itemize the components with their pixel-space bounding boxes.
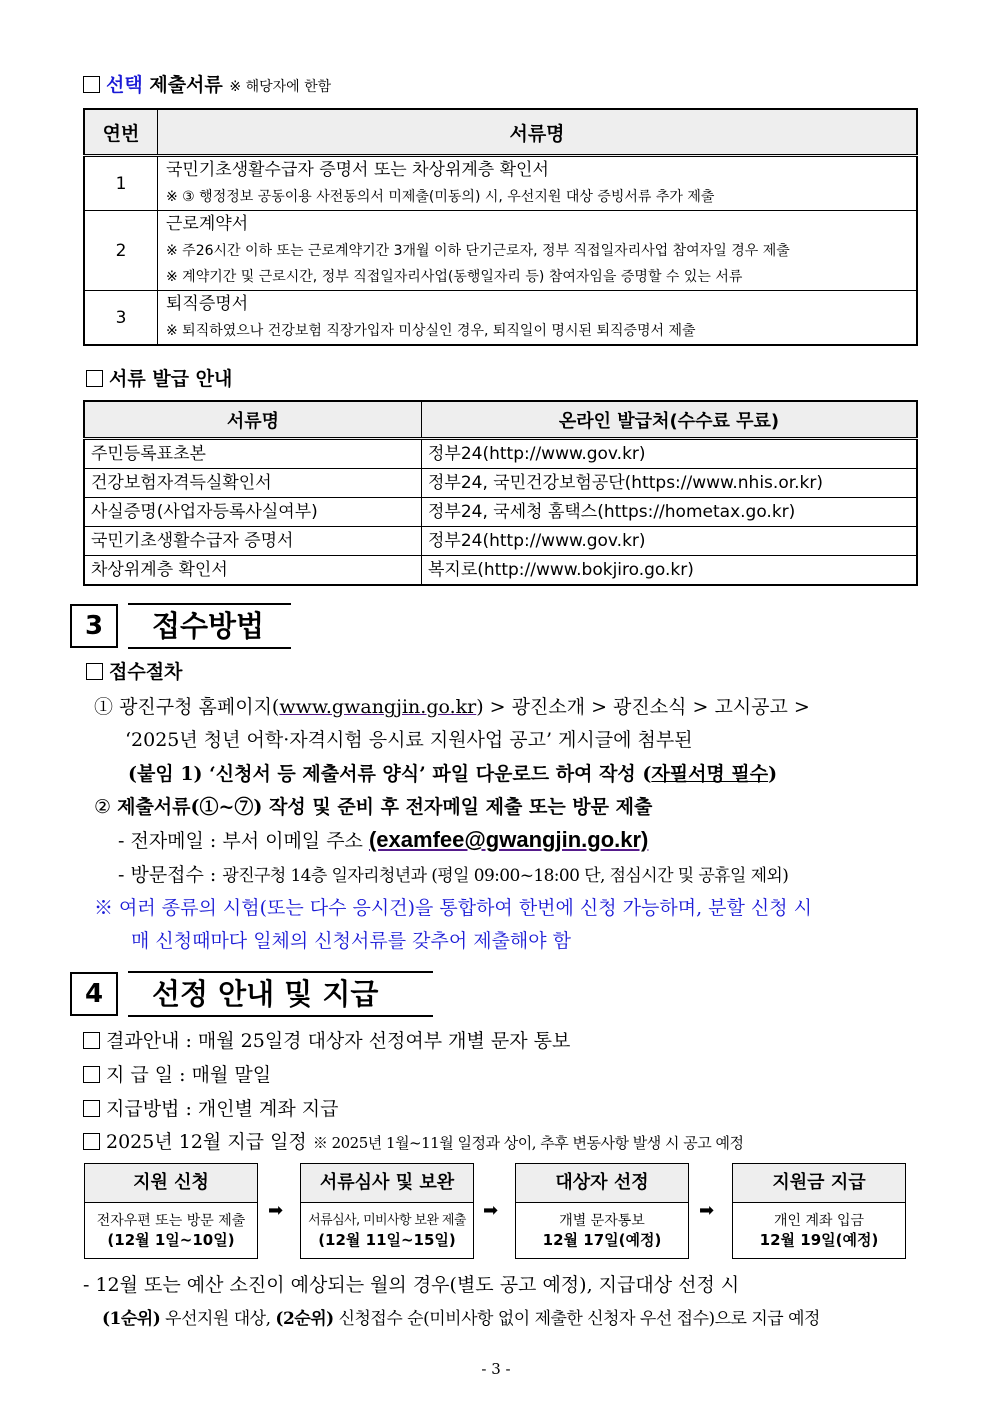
table-row: 1 국민기초생활수급자 증명서 또는 차상위계층 확인서 ※ ③ 행정정보 공동이용 사전동의서 미제출(미동의) 시, 우선지원 대상 증빙서류 추가 제출 bbox=[84, 156, 917, 211]
section-number: 3 bbox=[70, 604, 118, 648]
notice-line-2: 매 신청때마다 일체의 신청서류를 갖추어 제출해야 함 bbox=[131, 930, 572, 952]
checkbox-square-icon bbox=[86, 370, 103, 387]
table-row: 사실증명(사업자등록사실여부) 정부24, 국세청 홈택스(https://hometax.go.kr) bbox=[84, 498, 917, 527]
issuance-table bbox=[83, 400, 918, 586]
table-row: 차상위계층 확인서 복지로(http://www.bokjiro.go.kr) bbox=[84, 556, 917, 586]
email-link[interactable]: (examfee@gwangjin.go.kr) bbox=[368, 827, 649, 852]
step-1-line-2: ‘2025년 청년 어학·자격시험 응시료 지원사업 공고’ 게시글에 첨부된 bbox=[125, 729, 693, 751]
table-row: 건강보험자격득실확인서 정부24, 국민건강보험공단(https://www.nhis.or.kr) bbox=[84, 469, 917, 498]
optional-docs-table bbox=[83, 108, 918, 346]
table-row: 국민기초생활수급자 증명서 정부24(http://www.gov.kr) bbox=[84, 527, 917, 556]
notice-line-1: ※ 여러 종류의 시험(또는 다수 응시건)을 통합하여 한번에 신청 가능하며, 분할 신청 시 bbox=[94, 897, 813, 919]
header-no: 연번 bbox=[84, 109, 158, 156]
arrow-right-icon: ➡ bbox=[483, 1200, 499, 1221]
subsection-title: 접수절차 bbox=[86, 657, 182, 684]
pay-method-item: 지급방법 : 개인별 계좌 지급 bbox=[83, 1094, 338, 1121]
flow-step-apply: 지원 신청 전자우편 또는 방문 제출 (12월 1일~10일) bbox=[84, 1163, 258, 1259]
checkbox-square-icon bbox=[83, 1066, 100, 1083]
header-source: 온라인 발급처(수수료 무료) bbox=[422, 401, 918, 439]
checkbox-square-icon bbox=[83, 1032, 100, 1049]
table-row: 2 근로계약서 ※ 주26시간 이하 또는 근로계약기간 3개월 이하 단기근로자, 정부 직접일자리사업 참여자일 경우 제출 ※ 계약기간 및 근로시간, 정부 직접일자리사업(동행일자리 등) 참여자임을 증명할 수 있는 서류 bbox=[84, 211, 917, 291]
email-line: - 전자메일 : 부서 이메일 주소 (examfee@gwangjin.go.kr) bbox=[118, 827, 649, 852]
issuance-title: 서류 발급 안내 bbox=[86, 364, 232, 391]
table-row: 3 퇴직증명서 ※ 퇴직하였으나 건강보험 직장가입자 미상실인 경우, 퇴직일이 명시된 퇴직증명서 제출 bbox=[84, 291, 917, 346]
optional-docs-title: 선택 제출서류 ※ 해당자에 한함 bbox=[83, 70, 331, 97]
table-row: 주민등록표초본 정부24(http://www.gov.kr) bbox=[84, 439, 917, 469]
step-1-line-1: ① 광진구청 홈페이지(www.gwangjin.go.kr) > 광진소개 > 광진소식 > 고시공고 > bbox=[94, 696, 810, 718]
result-notice-item: 결과안내 : 매월 25일경 대상자 선정여부 개별 문자 통보 bbox=[83, 1026, 570, 1053]
checkbox-square-icon bbox=[86, 663, 103, 680]
step-1-line-3: (붙임 1) ‘신청서 등 제출서류 양식’ 파일 다운로드 하여 작성 (자필서명 필수) bbox=[128, 763, 778, 785]
arrow-right-icon: ➡ bbox=[268, 1200, 284, 1221]
pay-date-item: 지 급 일 : 매월 말일 bbox=[83, 1060, 271, 1087]
flow-step-selection: 대상자 선정 개별 문자통보 12월 17일(예정) bbox=[515, 1163, 689, 1259]
homepage-link[interactable]: www.gwangjin.go.kr bbox=[279, 696, 477, 718]
table-header-row bbox=[84, 109, 917, 156]
footnote-line-2: (1순위) 우선지원 대상, (2순위) 신청접수 순(미비사항 없이 제출한 신청자 우선 접수)으로 지급 예정 bbox=[102, 1309, 820, 1329]
checkbox-square-icon bbox=[83, 76, 100, 93]
section-title: 접수방법 bbox=[128, 603, 291, 649]
visit-line: - 방문접수 : 광진구청 14층 일자리청년과 (평일 09:00~18:00 단, 점심시간 및 공휴일 제외) bbox=[118, 864, 789, 886]
checkbox-square-icon bbox=[83, 1100, 100, 1117]
schedule-item: 2025년 12월 지급 일정 ※ 2025년 1월~11월 일정과 상이, 추후 변동사항 발생 시 공고 예정 bbox=[83, 1127, 743, 1154]
flow-step-payment: 지원금 지급 개인 계좌 입금 12월 19일(예정) bbox=[732, 1163, 906, 1259]
flow-step-review: 서류심사 및 보완 서류심사, 미비사항 보완 제출 (12월 11일~15일) bbox=[300, 1163, 474, 1259]
page-number: - 3 - bbox=[481, 1360, 511, 1378]
arrow-right-icon: ➡ bbox=[699, 1200, 715, 1221]
section-title: 선정 안내 및 지급 bbox=[128, 971, 433, 1017]
table-header-row bbox=[84, 401, 917, 439]
section-number: 4 bbox=[70, 972, 118, 1016]
checkbox-square-icon bbox=[83, 1133, 100, 1150]
footnote-line-1: - 12월 또는 예산 소진이 예상되는 월의 경우(별도 공고 예정), 지급대상 선정 시 bbox=[83, 1274, 740, 1296]
header-doc-name: 서류명 bbox=[84, 401, 422, 439]
header-doc-name: 서류명 bbox=[158, 109, 918, 156]
step-2: ② 제출서류(①~⑦) 작성 및 준비 후 전자메일 제출 또는 방문 제출 bbox=[94, 796, 653, 818]
